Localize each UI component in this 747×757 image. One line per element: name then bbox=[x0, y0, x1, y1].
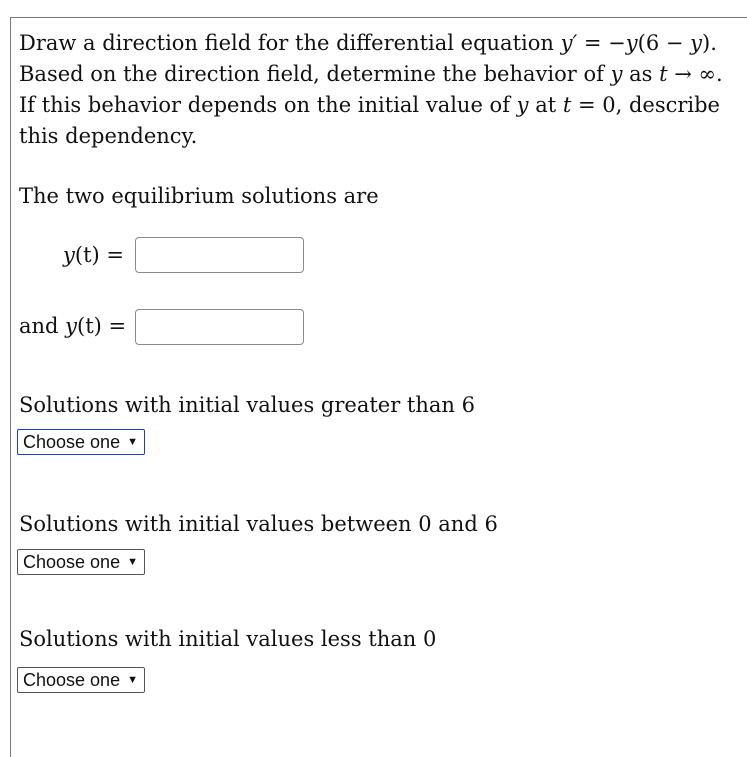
case-between-label: Solutions with initial values between 0 and 6 bbox=[19, 512, 498, 536]
case-greater-dropdown[interactable] bbox=[17, 429, 145, 455]
triangle-down-icon: ▼ bbox=[127, 674, 138, 686]
equilibrium-2-input[interactable] bbox=[135, 309, 304, 345]
case-between-selected: Choose one bbox=[23, 551, 121, 572]
question-line-1: Draw a direction field for the differential equation y′ = −y(6 − y). bbox=[19, 31, 717, 55]
equilibrium-heading: The two equilibrium solutions are bbox=[19, 184, 379, 208]
case-greater-label: Solutions with initial values greater than 6 bbox=[19, 393, 475, 417]
equilibrium-1-input[interactable] bbox=[135, 237, 304, 273]
question-line-3: If this behavior depends on the initial value of y at t = 0, describe bbox=[19, 93, 720, 117]
case-less-selected: Choose one bbox=[23, 669, 121, 690]
case-less-dropdown[interactable] bbox=[17, 667, 145, 693]
case-between-dropdown[interactable] bbox=[17, 549, 145, 575]
question-line-4: this dependency. bbox=[19, 124, 198, 148]
equilibrium-2-label: and y(t) = bbox=[19, 314, 127, 338]
equilibrium-1-label: y(t) = bbox=[63, 243, 124, 267]
case-greater-selected: Choose one bbox=[23, 431, 121, 452]
triangle-down-icon: ▼ bbox=[127, 556, 138, 568]
case-less-label: Solutions with initial values less than 0 bbox=[19, 627, 437, 651]
question-line-2: Based on the direction field, determine the behavior of y as t → ∞. bbox=[19, 62, 723, 86]
triangle-down-icon: ▼ bbox=[127, 436, 138, 448]
